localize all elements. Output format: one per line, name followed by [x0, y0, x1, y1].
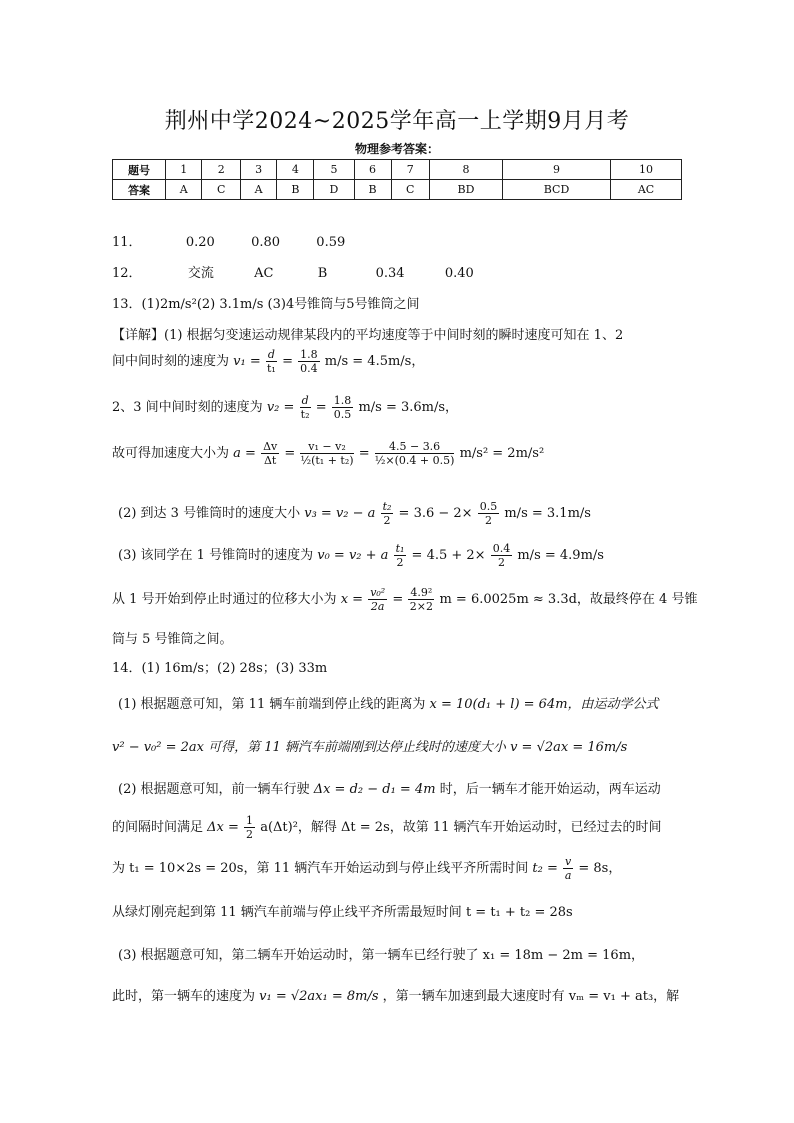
table-cell: 2	[202, 160, 240, 180]
formula: x = 10(d₁ + l) = 64m，由运动学公式	[429, 697, 659, 712]
table-cell: AC	[611, 180, 682, 200]
table-cell: D	[314, 180, 354, 200]
table-cell: A	[240, 180, 276, 200]
numerator: 4.9²	[410, 586, 433, 599]
denominator: ½×(0.4 + 0.5)	[374, 454, 455, 467]
q11-value: 0.80	[251, 235, 281, 250]
formula: m/s² = 2m/s²	[459, 446, 545, 461]
numerator: Δv	[263, 440, 278, 453]
denominator: 2	[246, 828, 254, 841]
fraction	[408, 586, 434, 613]
q13-line-2	[112, 348, 424, 375]
fraction	[266, 348, 277, 375]
text: a(Δt)²，解得 Δt = 2s，故第 11 辆汽车开始运动时，已经过去的时间	[260, 820, 662, 835]
fraction	[478, 500, 500, 527]
fraction	[332, 394, 354, 421]
table-cell: BCD	[502, 180, 610, 200]
numerator: 1.8	[333, 394, 352, 407]
q13-line-8: 筒与 5 号锥筒之间。	[112, 632, 233, 647]
formula: t₂ =	[532, 861, 558, 876]
fraction	[261, 440, 279, 467]
numerator: t₁	[395, 542, 405, 555]
q14-line-4	[112, 814, 662, 841]
fraction	[394, 542, 407, 569]
q13-line-3	[112, 394, 458, 421]
numerator: 0.5	[479, 500, 498, 513]
q13-heading: 13．(1)2m/s²(2) 3.1m/s (3)4号锥筒与5号锥筒之间	[112, 297, 420, 312]
formula: Δx =	[207, 820, 239, 835]
denominator: 0.4	[300, 362, 318, 375]
numerator: d	[267, 348, 275, 361]
denominator: a	[564, 869, 572, 882]
text: 间中间时刻的速度为	[112, 354, 230, 369]
row-header-answer: 答案	[113, 180, 166, 200]
numerator: 1	[246, 814, 254, 827]
formula: v₁ =	[233, 354, 261, 369]
text: (2) 根据题意可知，前一辆车行驶	[118, 782, 310, 797]
q12-value: 0.40	[444, 266, 474, 281]
page-title: 荆州中学2024~2025学年高一上学期9月月考	[164, 109, 630, 134]
q11-line	[112, 231, 345, 250]
numerator: 0.4	[492, 542, 511, 555]
formula: = 3.6 − 2×	[398, 506, 473, 521]
formula: a =	[233, 446, 256, 461]
q13-line-6	[118, 542, 604, 569]
text: 为 t₁ = 10×2s = 20s，第 11 辆汽车开始运动到与停止线平齐所需时间	[112, 861, 529, 876]
formula: v₂ =	[266, 400, 295, 415]
answer-table	[112, 159, 682, 200]
denominator: 0.5	[333, 408, 352, 421]
fraction	[491, 542, 513, 569]
q11-value: 0.59	[316, 235, 346, 250]
table-cell: 6	[354, 160, 391, 180]
table-cell: C	[202, 180, 240, 200]
numerator: 4.5 − 3.6	[375, 440, 455, 454]
q11-number: 11．	[112, 235, 142, 250]
table-cell: 9	[502, 160, 610, 180]
denominator: 2a	[370, 600, 385, 613]
fraction	[375, 440, 455, 467]
fraction	[563, 855, 573, 882]
table-cell: B	[354, 180, 391, 200]
table-row	[113, 180, 682, 200]
formula: m/s = 4.5m/s，	[324, 354, 425, 369]
fraction	[298, 348, 320, 375]
denominator: 2×2	[409, 600, 433, 613]
denominator: 2	[497, 556, 505, 569]
formula: m/s = 3.1m/s	[504, 506, 591, 521]
text: (1) 根据题意可知，第 11 辆车前端到停止线的距离为	[118, 697, 426, 712]
q14-line-1	[118, 693, 659, 712]
q14-line-5	[112, 855, 621, 882]
denominator: t₂	[300, 408, 310, 421]
text: 2、3 间中间时刻的速度为	[112, 400, 263, 415]
text: 故可得加速度大小为	[112, 446, 230, 461]
q13-line-7	[112, 586, 697, 613]
q11-value: 0.20	[185, 235, 215, 250]
q14-line-3	[118, 778, 661, 797]
q14-heading: 14．(1) 16m/s；(2) 28s；(3) 33m	[112, 661, 328, 676]
page-subtitle: 物理参考答案：	[354, 142, 439, 156]
q12-value: 交流	[187, 266, 214, 281]
q13-line-5	[118, 500, 591, 527]
table-cell: 4	[277, 160, 314, 180]
text: (2) 到达 3 号锥筒时的速度大小	[118, 506, 301, 521]
q12-value: AC	[254, 266, 274, 281]
q13-line-4: 故可得加速度大小为 a = $\frac{\Delta v}{\Delta t}$ = $\frac{\text{v₁ − v₂}}{\text{½(t₁ + t₂)}}$ = $\frac{4.5 - 3.6}{\text{½×(0.4 + 0.5)}}$ m/s² = 2m/s²	[112, 440, 545, 467]
denominator: t₁	[266, 362, 276, 375]
q14-line-6: 从绿灯刚亮起到第 11 辆汽车前端与停止线平齐所需最短时间 t = t₁ + t₂ = 28s	[112, 905, 573, 920]
text: 此时，第一辆车的速度为	[112, 989, 256, 1004]
table-cell: BD	[429, 180, 502, 200]
q12-line	[112, 262, 474, 281]
table-cell: 1	[166, 160, 202, 180]
q12-value: B	[317, 266, 328, 281]
q14-line-7: (3) 根据题意可知，第二辆车开始运动时，第一辆车已经行驶了 x₁ = 18m − 2m = 16m，	[118, 948, 645, 963]
denominator: ½(t₁ + t₂)	[300, 454, 354, 467]
formula: = 8s，	[578, 861, 622, 876]
fraction	[300, 440, 353, 467]
fraction	[381, 500, 394, 527]
formula: =	[282, 354, 293, 369]
formula: m/s = 4.9m/s	[517, 548, 604, 563]
formula: Δx = d₂ − d₁ = 4m	[313, 782, 436, 797]
table-row	[113, 160, 682, 180]
table-cell: A	[166, 180, 202, 200]
denominator: 2	[383, 514, 391, 527]
text: 的间隔时间满足	[112, 820, 204, 835]
denominator: 2	[484, 514, 492, 527]
formula: v₃ = v₂ − a	[304, 506, 376, 521]
numerator: v₁ − v₂	[300, 440, 353, 454]
q12-value: 0.34	[375, 266, 405, 281]
q14-line-8	[112, 985, 679, 1004]
denominator: Δt	[263, 454, 277, 467]
table-cell: C	[391, 180, 429, 200]
row-header-number: 题号	[113, 160, 166, 180]
formula: v₁ = √2ax₁ = 8m/s	[259, 989, 379, 1004]
numerator: v₀²	[370, 586, 386, 599]
numerator: 1.8	[300, 348, 318, 361]
q13-line-1: 【详解】(1) 根据匀变速运动规律某段内的平均速度等于中间时刻的瞬时速度可知在 1、2	[112, 328, 624, 343]
formula: x =	[340, 592, 364, 607]
table-cell: 5	[314, 160, 354, 180]
text: (3) 该同学在 1 号锥筒时的速度为	[118, 548, 314, 563]
fraction	[300, 394, 311, 421]
formula: = 4.5 + 2×	[411, 548, 486, 563]
text: ，第一辆车加速到最大速度时有 vₘ = v₁ + at₃，解	[382, 989, 680, 1004]
numerator: t₂	[382, 500, 392, 513]
formula: v = √2ax = 16m/s	[510, 740, 628, 755]
table-cell: 10	[611, 160, 682, 180]
table-cell: 8	[429, 160, 502, 180]
fraction	[244, 814, 255, 841]
table-cell: 7	[391, 160, 429, 180]
formula: v₀ = v₂ + a	[317, 548, 389, 563]
formula: m = 6.0025m ≈ 3.3d，故最终停在 4 号锥	[439, 592, 698, 607]
formula: =	[315, 400, 327, 415]
text: 时，后一辆车才能开始运动，两车运动	[439, 782, 661, 797]
fraction	[368, 586, 387, 613]
text: v² − v₀² = 2ax 可得，第 11 辆汽车前端刚到达停止线时的速度大小	[112, 740, 506, 755]
table-cell: 3	[240, 160, 276, 180]
numerator: d	[301, 394, 309, 407]
formula: =	[392, 592, 404, 607]
table-cell: B	[277, 180, 314, 200]
denominator: 2	[396, 556, 404, 569]
q12-number: 12．	[112, 266, 142, 281]
text: 从 1 号开始到停止时通过的位移大小为	[112, 592, 337, 607]
formula: m/s = 3.6m/s，	[358, 400, 459, 415]
numerator: v	[565, 855, 572, 868]
q14-line-2	[112, 736, 627, 755]
